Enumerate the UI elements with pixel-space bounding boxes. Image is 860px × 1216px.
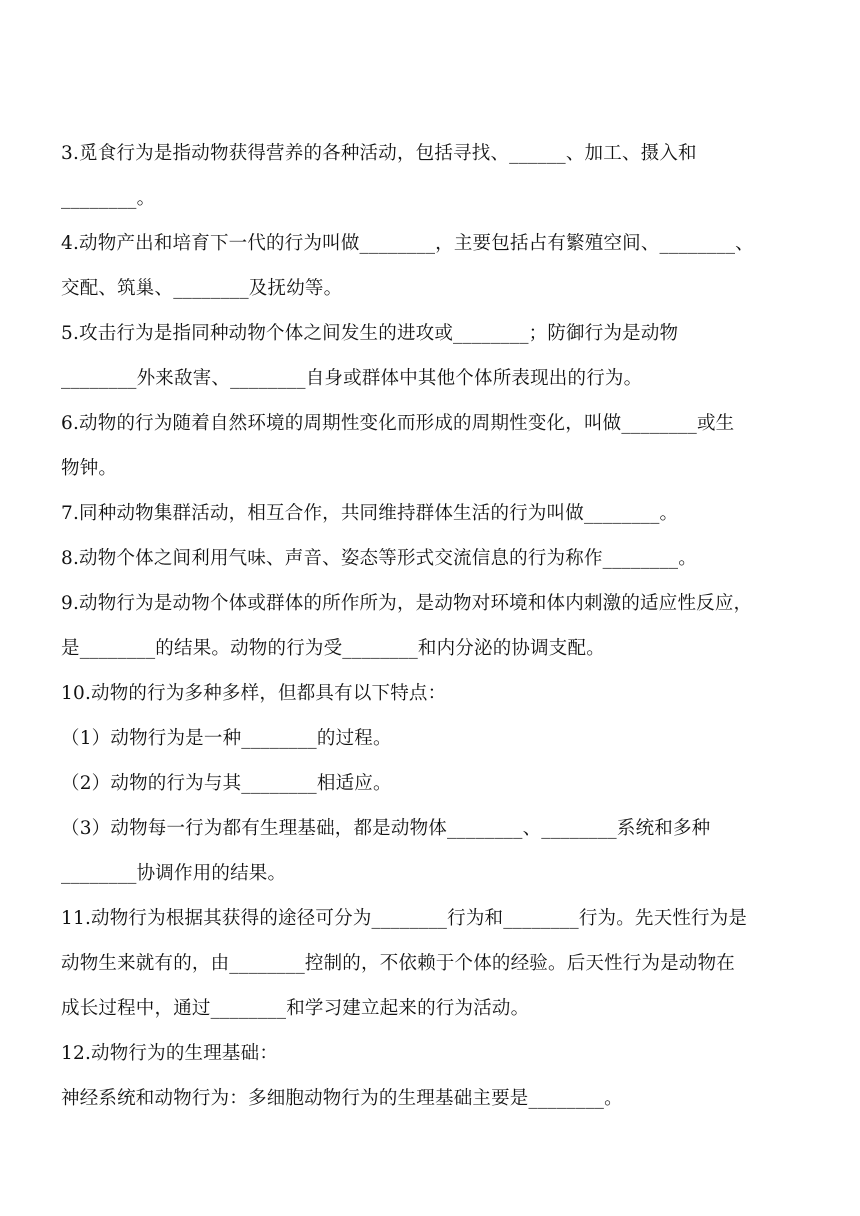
text-line: 8.动物个体之间利用气味、声音、姿态等形式交流信息的行为称作________。 (61, 548, 697, 569)
text-line: 物钟。 (61, 458, 118, 479)
text-line: （1）动物行为是一种________的过程。 (61, 728, 392, 749)
text-line: 3.觅食行为是指动物获得营养的各种活动，包括寻找、______、加工、摄入和 (61, 143, 697, 164)
text-line: （3）动物每一行为都有生理基础，都是动物体________、________系统和多种 (61, 818, 711, 839)
text-line: 10.动物的行为多种多样，但都具有以下特点： (61, 683, 447, 704)
text-line: 9.动物行为是动物个体或群体的所作所为，是动物对环境和体内刺激的适应性反应， (61, 593, 753, 614)
text-line: ________外来敌害、________自身或群体中其他个体所表现出的行为。 (61, 368, 643, 389)
text-line: 交配、筑巢、________及抚幼等。 (61, 278, 343, 299)
text-line: 4.动物产出和培育下一代的行为叫做________，主要包括占有繁殖空间、________、 (61, 233, 754, 254)
text-line: 11.动物行为根据其获得的途径可分为________行为和________行为。先天性行为是 (61, 908, 748, 929)
text-line: 6.动物的行为随着自然环境的周期性变化而形成的周期性变化，叫做________或生 (61, 413, 735, 434)
text-line: 12.动物行为的生理基础： (61, 1043, 279, 1064)
worksheet-page (61, 138, 806, 1128)
text-line: ________协调作用的结果。 (61, 863, 287, 884)
text-line: 动物生来就有的，由________控制的，不依赖于个体的经验。后天性行为是动物在 (61, 953, 736, 974)
text-line: 是________的结果。动物的行为受________和内分泌的协调支配。 (61, 638, 605, 659)
text-line: 神经系统和动物行为：多细胞动物行为的生理基础主要是________。 (61, 1088, 623, 1109)
text-line: 7.同种动物集群活动，相互合作，共同维持群体生活的行为叫做________。 (61, 503, 679, 524)
text-line: 5.攻击行为是指同种动物个体之间发生的进攻或________；防御行为是动物 (61, 323, 679, 344)
text-line: ________。 (61, 188, 156, 209)
text-line: 成长过程中，通过________和学习建立起来的行为活动。 (61, 998, 530, 1019)
text-line: （2）动物的行为与其________相适应。 (61, 773, 392, 794)
